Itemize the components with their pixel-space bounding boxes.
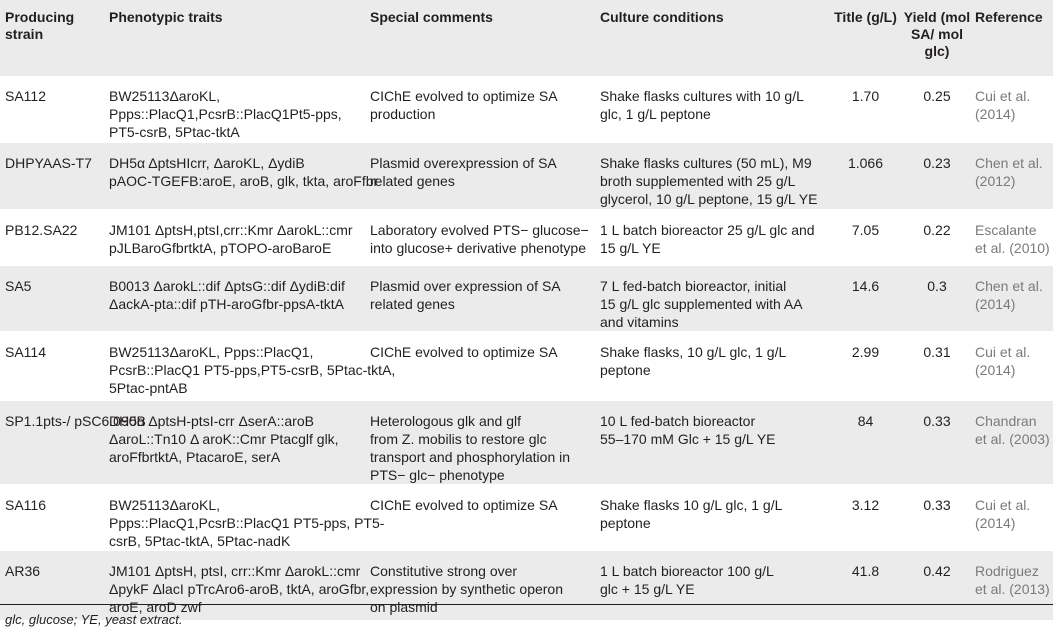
cell-culture	[600, 331, 832, 400]
cell-yield: 0.31	[923, 343, 951, 360]
cell-line: transport and phosphorylation in	[370, 448, 571, 465]
cell-reference	[975, 76, 1053, 142]
cell-line: broth supplemented with 25 g/L	[600, 172, 796, 189]
cell-line: 15 g/L glc supplemented with AA	[600, 295, 803, 312]
cell-line: BW25113ΔaroKL,	[109, 88, 221, 104]
header-titre: Title (g/L)	[834, 9, 897, 25]
cell-line: Cui et al.	[975, 343, 1031, 360]
cell-strain: SP1.1pts-/ pSC6.090B	[5, 412, 146, 429]
cell-line: Shake flasks 10 g/L glc, 1 g/L	[600, 496, 783, 513]
cell-line: (2014)	[975, 295, 1016, 312]
cell-line: glc, 1 g/L peptone	[600, 106, 711, 122]
cell-yield: 0.42	[923, 562, 951, 579]
cell-line: glycerol, 10 g/L peptone, 15 g/L YE	[600, 190, 818, 207]
cell-line: on plasmid	[370, 598, 438, 615]
cell-strain: AR36	[5, 562, 41, 579]
cell-line: glc + 15 g/L YE	[600, 580, 695, 597]
cell-titre: 1.066	[847, 154, 884, 171]
cell-line: peptone	[600, 514, 651, 531]
cell-line: DH5α ΔptsHIcrr, ΔaroKL, ΔydiB	[109, 154, 305, 171]
cell-traits	[109, 76, 370, 142]
cell-yield: 0.22	[923, 221, 951, 238]
cell-line: csrB, 5Ptac-tktA, 5Ptac-nadK	[109, 532, 291, 549]
table-row	[0, 209, 1053, 265]
cell-reference	[975, 209, 1053, 265]
cell-line: 7 L fed-batch bioreactor, initial	[600, 277, 787, 294]
cell-titre: 1.70	[851, 88, 880, 104]
header-traits: Phenotypic traits	[109, 9, 223, 25]
cell-line: JM101 ΔptsH,ptsI,crr::Kmr ΔarokL::cmr	[109, 221, 353, 238]
cell-culture	[600, 142, 832, 209]
cell-line: Heterologous glk and glf	[370, 412, 521, 429]
cell-line: 1 L batch bioreactor 25 g/L glc and	[600, 221, 815, 238]
cell-culture	[600, 484, 832, 550]
table-row	[0, 76, 1053, 142]
cell-titre: 7.05	[851, 221, 880, 238]
cell-yield: 0.33	[923, 412, 951, 429]
cell-line: (2014)	[975, 361, 1016, 378]
cell-line: BW25113ΔaroKL,	[109, 496, 221, 513]
cell-line: Chandran	[975, 412, 1037, 429]
cell-culture	[600, 265, 832, 331]
cell-line: Shake flasks, 10 g/L glc, 1 g/L	[600, 343, 787, 360]
cell-comments	[370, 76, 600, 142]
cell-line: 5Ptac-pntAB	[109, 379, 188, 396]
cell-strain: SA116	[5, 496, 46, 513]
cell-traits	[109, 265, 370, 331]
cell-line: Plasmid overexpression of SA	[370, 154, 557, 171]
header-yield: Yield (mol SA/ mol glc)	[903, 9, 971, 59]
cell-line: Plasmid over expression of SA	[370, 277, 561, 294]
cell-line: 55–170 mM Glc + 15 g/L YE	[600, 430, 776, 447]
cell-line: aroFfbrtktA, PtacaroE, serA	[109, 448, 281, 465]
cell-line: peptone	[600, 361, 651, 378]
cell-yield: 0.25	[923, 88, 951, 104]
cell-reference	[975, 484, 1053, 550]
table-row	[0, 484, 1053, 550]
cell-line: CIChE evolved to optimize SA	[370, 496, 558, 513]
cell-line: Escalante	[975, 221, 1037, 238]
cell-line: aroE, aroD zwf	[109, 598, 202, 615]
cell-titre: 2.99	[851, 343, 880, 360]
cell-line: B0013 ΔarokL::dif ΔptsG::dif ΔydiB:dif	[109, 277, 345, 294]
table-row	[0, 400, 1053, 484]
cell-yield: 0.3	[927, 277, 947, 294]
cell-line: PT5-csrB, 5Ptac-tktA	[109, 124, 240, 140]
cell-line: ΔpykF ΔlacI pTrcAro6-aroB, tktA, aroGfbr,	[109, 580, 370, 597]
cell-line: Laboratory evolved PTS− glucose−	[370, 221, 589, 238]
cell-line: (2014)	[975, 514, 1016, 531]
header-reference: Reference	[975, 9, 1043, 25]
cell-line: production	[370, 106, 436, 122]
cell-line: PTS− glc− phenotype	[370, 466, 505, 483]
cell-line: Chen et al.	[975, 277, 1043, 294]
table-row	[0, 142, 1053, 209]
cell-reference	[975, 265, 1053, 331]
cell-strain: SA112	[5, 88, 46, 104]
cell-line: Chen et al.	[975, 154, 1043, 171]
cell-comments	[370, 484, 600, 550]
cell-line: into glucose+ derivative phenotype	[370, 239, 586, 256]
cell-comments	[370, 331, 600, 400]
cell-titre: 41.8	[851, 562, 880, 579]
cell-culture	[600, 400, 832, 484]
cell-reference	[975, 400, 1053, 484]
cell-strain: DHPYAAS-T7	[5, 154, 92, 171]
cell-traits	[109, 142, 379, 209]
header-culture: Culture conditions	[600, 9, 724, 25]
cell-line: from Z. mobilis to restore glc	[370, 430, 547, 447]
table-footnote: glc, glucose; YE, yeast extract.	[0, 604, 1053, 633]
cell-line: Cui et al.	[975, 496, 1031, 513]
cell-traits	[109, 484, 385, 550]
cell-strain: PB12.SA22	[5, 221, 78, 238]
cell-comments	[370, 142, 600, 209]
cell-line: Rodriguez	[975, 562, 1039, 579]
cell-line: 10 L fed-batch bioreactor	[600, 412, 756, 429]
cell-traits	[109, 400, 370, 484]
cell-traits	[109, 331, 396, 400]
cell-line: 15 g/L YE	[600, 239, 661, 256]
cell-line: ΔackA-pta::dif pTH-aroGfbr-ppsA-tktA	[109, 295, 344, 312]
cell-line: related genes	[370, 295, 455, 312]
cell-strain: SA5	[5, 277, 32, 294]
cell-line: Shake flasks cultures (50 mL), M9	[600, 154, 812, 171]
cell-line: Ppps::PlacQ1,PcsrB::PlacQ1 PT5-pps, PT5-	[109, 514, 385, 531]
cell-line: and vitamins	[600, 313, 679, 330]
cell-line: BW25113ΔaroKL, Ppps::PlacQ1,	[109, 343, 314, 360]
cell-comments	[370, 265, 600, 331]
cell-strain: SA114	[5, 343, 46, 360]
cell-titre: 14.6	[851, 277, 880, 294]
cell-titre: 3.12	[851, 496, 880, 513]
header-row	[0, 0, 1053, 76]
cell-reference	[975, 142, 1053, 209]
cell-line: et al. (2013)	[975, 580, 1050, 597]
cell-line: related genes	[370, 172, 455, 189]
cell-yield: 0.23	[923, 154, 951, 171]
cell-line: pJLBaroGfbrtktA, pTOPO-aroBaroE	[109, 239, 332, 256]
cell-line: Shake flasks cultures with 10 g/L	[600, 88, 804, 104]
cell-traits	[109, 209, 370, 265]
cell-line: expression by synthetic operon	[370, 580, 563, 597]
cell-comments	[370, 209, 600, 265]
cell-line: (2014)	[975, 106, 1016, 122]
header-comments: Special comments	[370, 9, 493, 25]
cell-reference	[975, 331, 1053, 400]
table-row	[0, 331, 1053, 400]
cell-comments	[370, 400, 600, 484]
cell-culture	[600, 209, 832, 265]
cell-line: et al. (2010)	[975, 239, 1050, 256]
cell-line: DH5α ΔptsH-ptsI-crr ΔserA::aroB	[109, 412, 314, 429]
cell-line: PcsrB::PlacQ1 PT5-pps,PT5-csrB, 5Ptac-tktA,	[109, 361, 396, 378]
cell-line: CIChE evolved to optimize SA	[370, 343, 558, 360]
cell-culture	[600, 76, 832, 142]
cell-line: ΔaroL::Tn10 Δ aroK::Cmr Ptacglf glk,	[109, 430, 339, 447]
cell-line: (2012)	[975, 172, 1016, 189]
cell-yield: 0.33	[923, 496, 951, 513]
cell-line: Constitutive strong over	[370, 562, 518, 579]
cell-line: Cui et al.	[975, 88, 1031, 104]
cell-titre: 84	[857, 412, 874, 429]
table-row	[0, 265, 1053, 331]
cell-line: 1 L batch bioreactor 100 g/L	[600, 562, 774, 579]
cell-line: CIChE evolved to optimize SA	[370, 88, 558, 104]
cell-line: et al. (2003)	[975, 430, 1050, 447]
cell-line: pAOC-TGEFB:aroE, aroB, glk, tkta, aroFfbr	[109, 172, 379, 189]
cell-line: JM101 ΔptsH, ptsI, crr::Kmr ΔarokL::cmr	[109, 562, 361, 579]
cell-line: Ppps::PlacQ1,PcsrB::PlacQ1Pt5-pps,	[109, 106, 342, 122]
header-strain: Producing strain	[5, 9, 75, 42]
